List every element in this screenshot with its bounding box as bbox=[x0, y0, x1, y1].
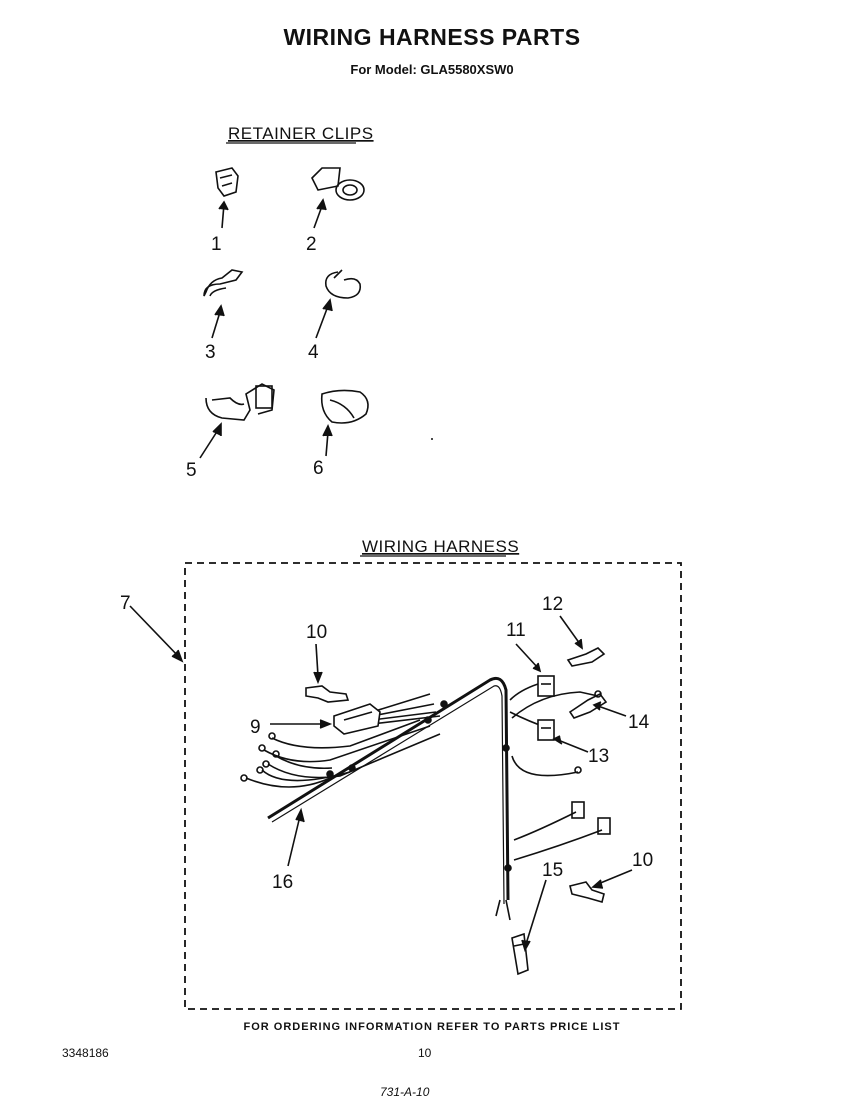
callout-10-right: 10 bbox=[632, 850, 654, 871]
retainer-clip-6 bbox=[322, 390, 368, 456]
callout-12: 12 bbox=[542, 594, 564, 615]
callout-4: 4 bbox=[308, 342, 319, 363]
callout-12-leader bbox=[560, 616, 580, 644]
callout-14-leader bbox=[598, 706, 626, 716]
connector-13 bbox=[538, 720, 554, 740]
connector-mid-right bbox=[572, 802, 610, 834]
terminal-12 bbox=[568, 648, 604, 666]
connector-15 bbox=[512, 934, 528, 974]
callout-14: 14 bbox=[628, 712, 650, 733]
callout-3: 3 bbox=[205, 342, 216, 363]
callout-10-right-leader bbox=[598, 870, 632, 884]
callout-11-leader bbox=[516, 644, 538, 668]
callout-7-leader bbox=[130, 606, 180, 658]
document-number: 3348186 bbox=[62, 1046, 109, 1060]
callout-16-leader bbox=[288, 816, 300, 866]
callout-6: 6 bbox=[313, 458, 324, 479]
callout-9: 9 bbox=[250, 717, 261, 738]
retainer-clip-4 bbox=[316, 270, 360, 338]
page-number: 10 bbox=[418, 1046, 432, 1060]
callout-15-leader bbox=[526, 880, 546, 944]
wiring-harness bbox=[241, 678, 602, 920]
connector-9 bbox=[334, 704, 380, 734]
ordering-note: FOR ORDERING INFORMATION REFER TO PARTS PRICE LIST bbox=[243, 1021, 621, 1033]
callout-5: 5 bbox=[186, 460, 197, 481]
model-line: For Model: GLA5580XSW0 bbox=[350, 62, 514, 77]
retainer-clip-5 bbox=[200, 384, 274, 458]
callout-16: 16 bbox=[272, 872, 294, 893]
callout-11: 11 bbox=[506, 620, 526, 641]
retainer-clip-3 bbox=[204, 270, 242, 338]
handwritten-code: 731-A-10 bbox=[380, 1085, 430, 1099]
callout-13-leader bbox=[558, 740, 588, 752]
retainer-clip-1 bbox=[216, 168, 238, 228]
callout-7: 7 bbox=[120, 593, 131, 614]
callout-1: 1 bbox=[211, 234, 222, 255]
callout-2: 2 bbox=[306, 234, 317, 255]
harness-frame bbox=[185, 563, 681, 1009]
retainer-clips-heading: RETAINER CLIPS bbox=[228, 124, 374, 143]
callout-15: 15 bbox=[542, 860, 564, 881]
callout-10-left: 10 bbox=[306, 622, 328, 643]
terminal-10-left bbox=[306, 686, 348, 702]
retainer-clip-2 bbox=[312, 168, 364, 228]
connector-11 bbox=[538, 676, 554, 696]
callout-13: 13 bbox=[588, 746, 610, 767]
wiring-harness-heading: WIRING HARNESS bbox=[362, 537, 520, 556]
callout-10-left-leader bbox=[316, 644, 318, 676]
page-title: WIRING HARNESS PARTS bbox=[283, 24, 581, 50]
